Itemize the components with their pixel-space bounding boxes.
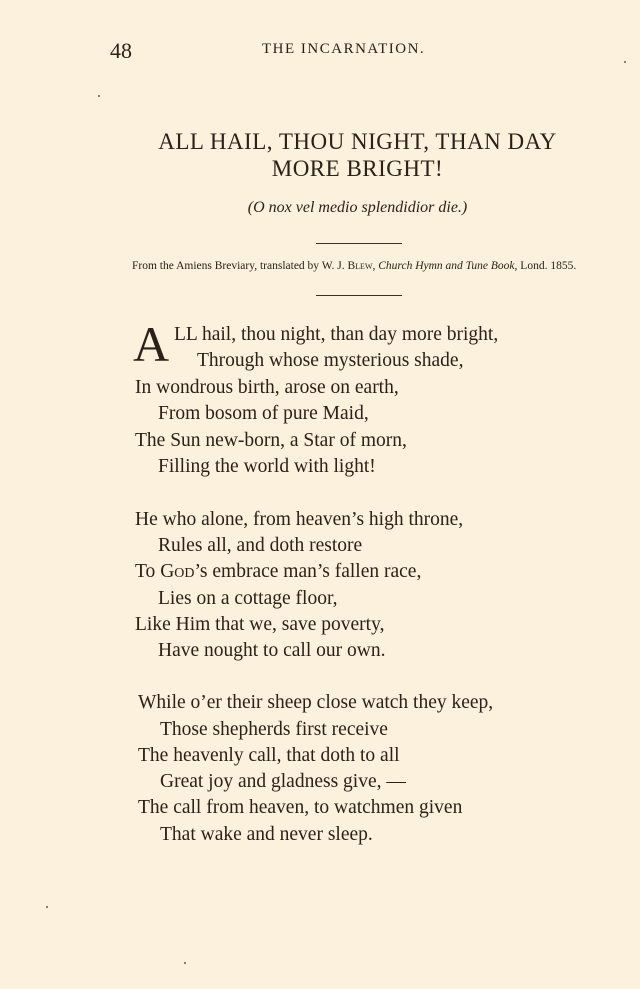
translator-name: Blew — [347, 260, 373, 272]
poem-line: Great joy and gladness give, — — [160, 771, 406, 792]
hymn-title-line-2: MORE BRIGHT! — [271, 156, 444, 181]
poem-line: That wake and never sleep. — [160, 824, 373, 845]
paper-speck — [46, 906, 48, 908]
latin-close-paren: ) — [461, 199, 468, 216]
running-head: THE INCARNATION. — [262, 41, 426, 57]
source-prefix: From the Amiens Breviary, translated by W. J. — [132, 260, 348, 272]
poem-line: Filling the world with light! — [158, 456, 376, 477]
poem-line: LL hail, thou night, than day more bright, — [174, 324, 499, 345]
poem-line — [135, 562, 421, 582]
poem-line: Rules all, and doth restore — [158, 535, 363, 556]
paper-speck — [624, 61, 626, 63]
poem-line: In wondrous birth, arose on earth, — [135, 377, 399, 398]
latin-title-text: O nox vel medio splendidior die. — [253, 199, 462, 216]
hymn-title-line-1: ALL HAIL, THOU NIGHT, THAN DAY — [158, 129, 557, 154]
poem-line: From bosom of pure Maid, — [158, 403, 369, 424]
latin-open-paren: ( — [247, 199, 254, 216]
poem-text: To — [135, 561, 161, 582]
poem-line: Those shepherds first receive — [160, 719, 388, 740]
poem-line: Lies on a cottage floor, — [158, 588, 338, 609]
poem-text: ’s embrace man’s fallen race, — [194, 561, 422, 582]
source-suffix: , Lond. 1855. — [514, 260, 577, 272]
poem-line: The heavenly call, that doth to all — [138, 745, 400, 766]
rule-bottom — [316, 295, 402, 296]
poem-line: The call from heaven, to watchmen given — [138, 797, 463, 818]
page-number: 48 — [110, 38, 132, 63]
paper-speck — [98, 95, 100, 97]
poem-line: He who alone, from heaven’s high throne, — [135, 509, 464, 530]
poem-line: The Sun new-born, a Star of morn, — [135, 430, 407, 451]
latin-title — [0, 199, 640, 217]
poem-line: Have nought to call our own. — [158, 640, 386, 661]
god-small-caps: God — [160, 561, 195, 582]
book-title: Church Hymn and Tune Book — [378, 260, 515, 272]
source-separator: , — [372, 260, 379, 272]
source-note — [112, 257, 612, 276]
paper-speck — [184, 962, 186, 964]
poem-line: While o’er their sheep close watch they keep, — [138, 692, 494, 713]
poem-line: Like Him that we, save poverty, — [135, 614, 385, 635]
rule-top — [316, 243, 402, 244]
drop-cap: A — [133, 316, 170, 372]
poem-line: Through whose mysterious shade, — [197, 350, 464, 371]
